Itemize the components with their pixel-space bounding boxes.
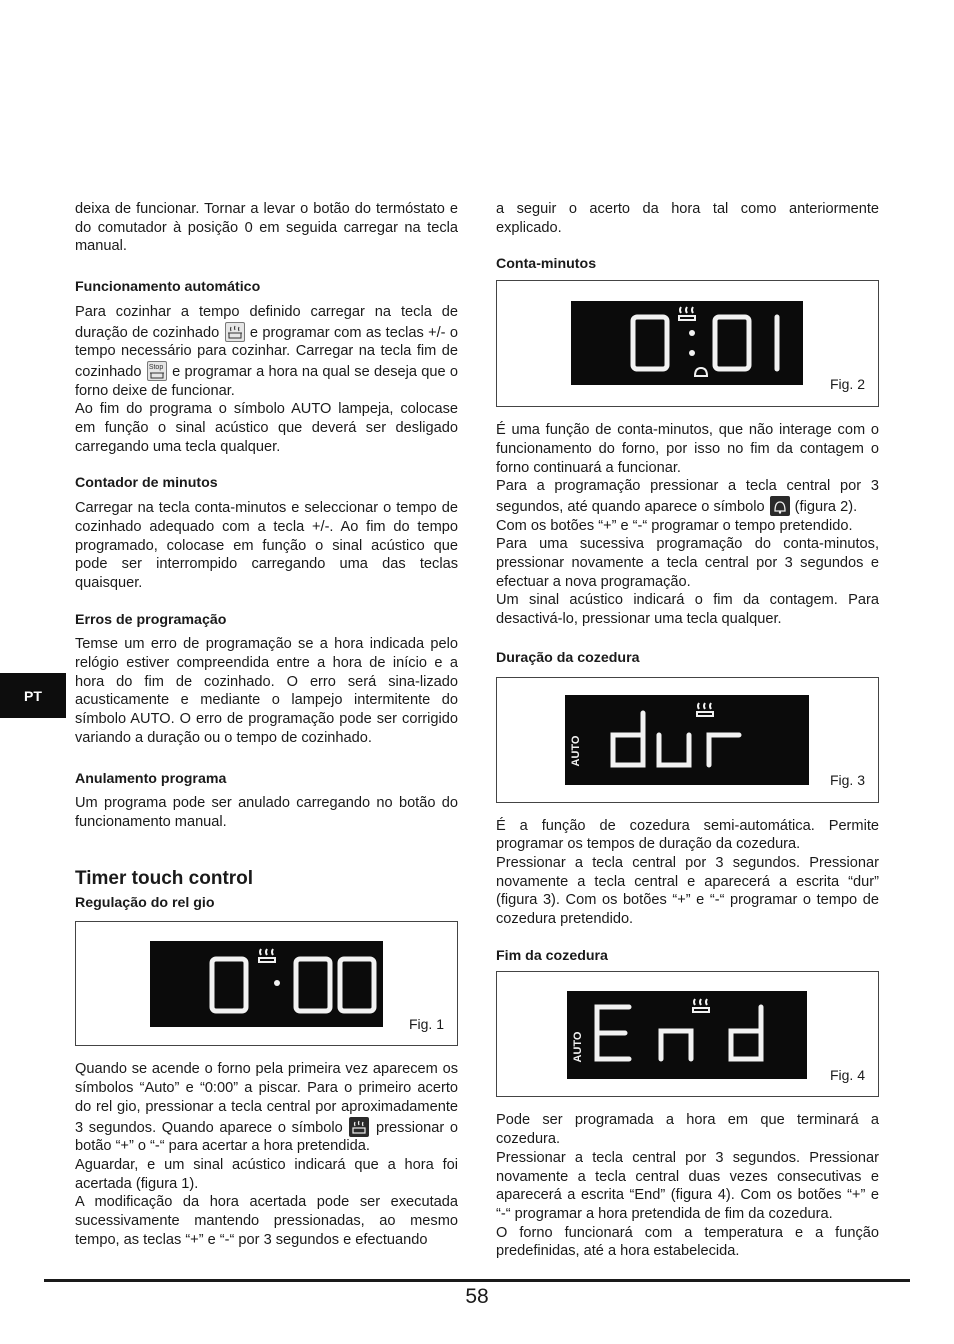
- right-column: [496, 200, 879, 1261]
- minuter-paragraph-5: Um sinal acústico indicará o fim da contagem. Para desactivá-lo, pressionar uma tecla qualquer.: [496, 592, 879, 628]
- clock-heading: Regulação do rel gio: [75, 894, 215, 911]
- auto-heading: Funcionamento automático: [75, 279, 261, 296]
- intro-paragraph: deixa de funcionar. Tornar a levar o botão do termóstato e do comutador à posição 0 em seguida carregar na tecla manual.: [75, 201, 458, 255]
- language-tab: PT: [0, 673, 66, 718]
- end-paragraph-3: O forno funcionará com a temperatura e a função predefinidas, até a hora estabelecida.: [496, 1224, 879, 1260]
- minuter-paragraph-2: Para a programação pressionar a tecla central por 3 segundos, até quando aparece o símbolo (figura 2).: [496, 478, 879, 515]
- errors-paragraph: Temse um erro de programação se a hora indicada pelo relógio estiver compreendida entre a hora de início e a hora do fim de cozinhado. O erro será sina-lizado acusticamente e mediante o lampejo intermitente do símbolo AUTO. O erro de programação pode ser corrigido variando a duração ou o tempo de cozinhado.: [75, 636, 458, 746]
- cancel-heading: Anulamento programa: [75, 770, 227, 787]
- figure-4: [496, 971, 879, 1097]
- figure-3: [496, 677, 879, 803]
- duration-paragraph-2: Pressionar a tecla central por 3 segundos. Pressionar novamente a tecla central e aparecerá a escrita “dur” (figura 3). Com os botões “+” e “-“ programar o tempo de cozedura pretendido.: [496, 854, 879, 928]
- counter-heading: Contador de minutos: [75, 475, 218, 492]
- minuter-paragraph-3: Com os botões “+” e “-“ programar o tempo pretendido.: [496, 517, 853, 534]
- fig3-label: Fig. 3: [829, 771, 865, 788]
- end-heading: Fim da cozedura: [496, 947, 608, 964]
- auto-paragraph-1: Para cozinhar a tempo definido carregar na tecla de duração de cozinhado e programar com as teclas +/- o tempo necessário para cozinhar. Carregar na tecla fim de cozinhado Stop e programar a hora na qual se deseja que o forno deixe de funcionar.: [75, 303, 458, 399]
- display-end: [567, 991, 807, 1079]
- bell-symbol-icon: [770, 496, 790, 516]
- end-paragraph-2: Pressionar a tecla central por 3 segundos. Pressionar novamente a tecla central duas vezes consecutivas e aparecerá a escrita “End” (figura 4). Com os botões “+” e “-“ programar a hora pretendida de fim da cozedura.: [496, 1149, 879, 1222]
- clock-paragraph-2: Aguardar, e um sinal acústico indicará que a hora foi acertada (figura 1).: [75, 1156, 458, 1192]
- auto-vertical-label-2: AUTO: [572, 1031, 584, 1063]
- left-column: [75, 200, 458, 1249]
- minuter-heading: Conta-minutos: [496, 256, 597, 273]
- steam-pot-icon: [225, 322, 245, 342]
- auto-paragraph-2: Ao fim do programa o símbolo AUTO lampeja, colocase em função o sinal acústico que deverá ser desligado carregando uma tecla qualquer.: [75, 401, 458, 455]
- duration-heading: Duração da cozedura: [496, 649, 640, 666]
- duration-paragraph-1: É a função de cozedura semi-automática. Permite programar os tempos de duração da cozedura.: [496, 817, 879, 853]
- figure-1: [75, 921, 458, 1046]
- cancel-paragraph: Um programa pode ser anulado carregando no botão do funcionamento manual.: [75, 795, 458, 830]
- figure-2: [496, 280, 879, 407]
- right-intro-paragraph: a seguir o acerto da hora tal como anteriormente explicado.: [496, 201, 879, 236]
- fig1-label: Fig. 1: [408, 1015, 444, 1032]
- counter-paragraph: Carregar na tecla conta-minutos e seleccionar o tempo de cozinhado adequado com a tecla +/-. Ao fim do tempo programado, colocase em função o sinal acústico que pode ser interrompido carregando uma das teclas quaisquer.: [75, 500, 458, 591]
- fig4-label: Fig. 4: [829, 1066, 865, 1083]
- minuter-paragraph-1: É uma função de conta-minutos, que não interage com o funcionamento do forno, por isso no fim da contagem o forno continuará a funcionar.: [496, 422, 879, 476]
- auto-vertical-label: AUTO: [570, 735, 582, 767]
- errors-heading: Erros de programação: [75, 611, 227, 628]
- display-0-01: [571, 301, 803, 385]
- steam-symbol-icon: [349, 1117, 369, 1137]
- stop-pot-icon: Stop: [147, 361, 167, 381]
- end-paragraph-1: Pode ser programada a hora em que terminará a cozedura.: [496, 1112, 879, 1148]
- display-0-00: [150, 941, 383, 1027]
- footer-rule: [44, 1279, 910, 1282]
- display-dur: [565, 695, 809, 785]
- clock-paragraph-3: A modificação da hora acertada pode ser executada sucessivamente mantendo pressionadas, ao mesmo tempo, as teclas “+” e “-“ por 3 segundos e efectuando: [75, 1194, 458, 1248]
- fig2-label: Fig. 2: [829, 376, 865, 393]
- page-number: 58: [465, 1285, 489, 1308]
- timer-heading: Timer touch control: [75, 867, 254, 889]
- clock-paragraph-1: Quando se acende o forno pela primeira vez aparecem os símbolos “Auto” e “0:00” a piscar. Para o primeiro acerto do rel gio, pressionar a tecla central por aproximadamente 3 segundos. Quando aparece o símbolo pressionar o botão “+” o “-“ para acertar a hora pretendida.: [75, 1061, 458, 1155]
- minuter-paragraph-4: Para uma sucessiva programação do conta-minutos, pressionar novamente a tecla central por 3 segundos e efectuar a nova programação.: [496, 536, 879, 590]
